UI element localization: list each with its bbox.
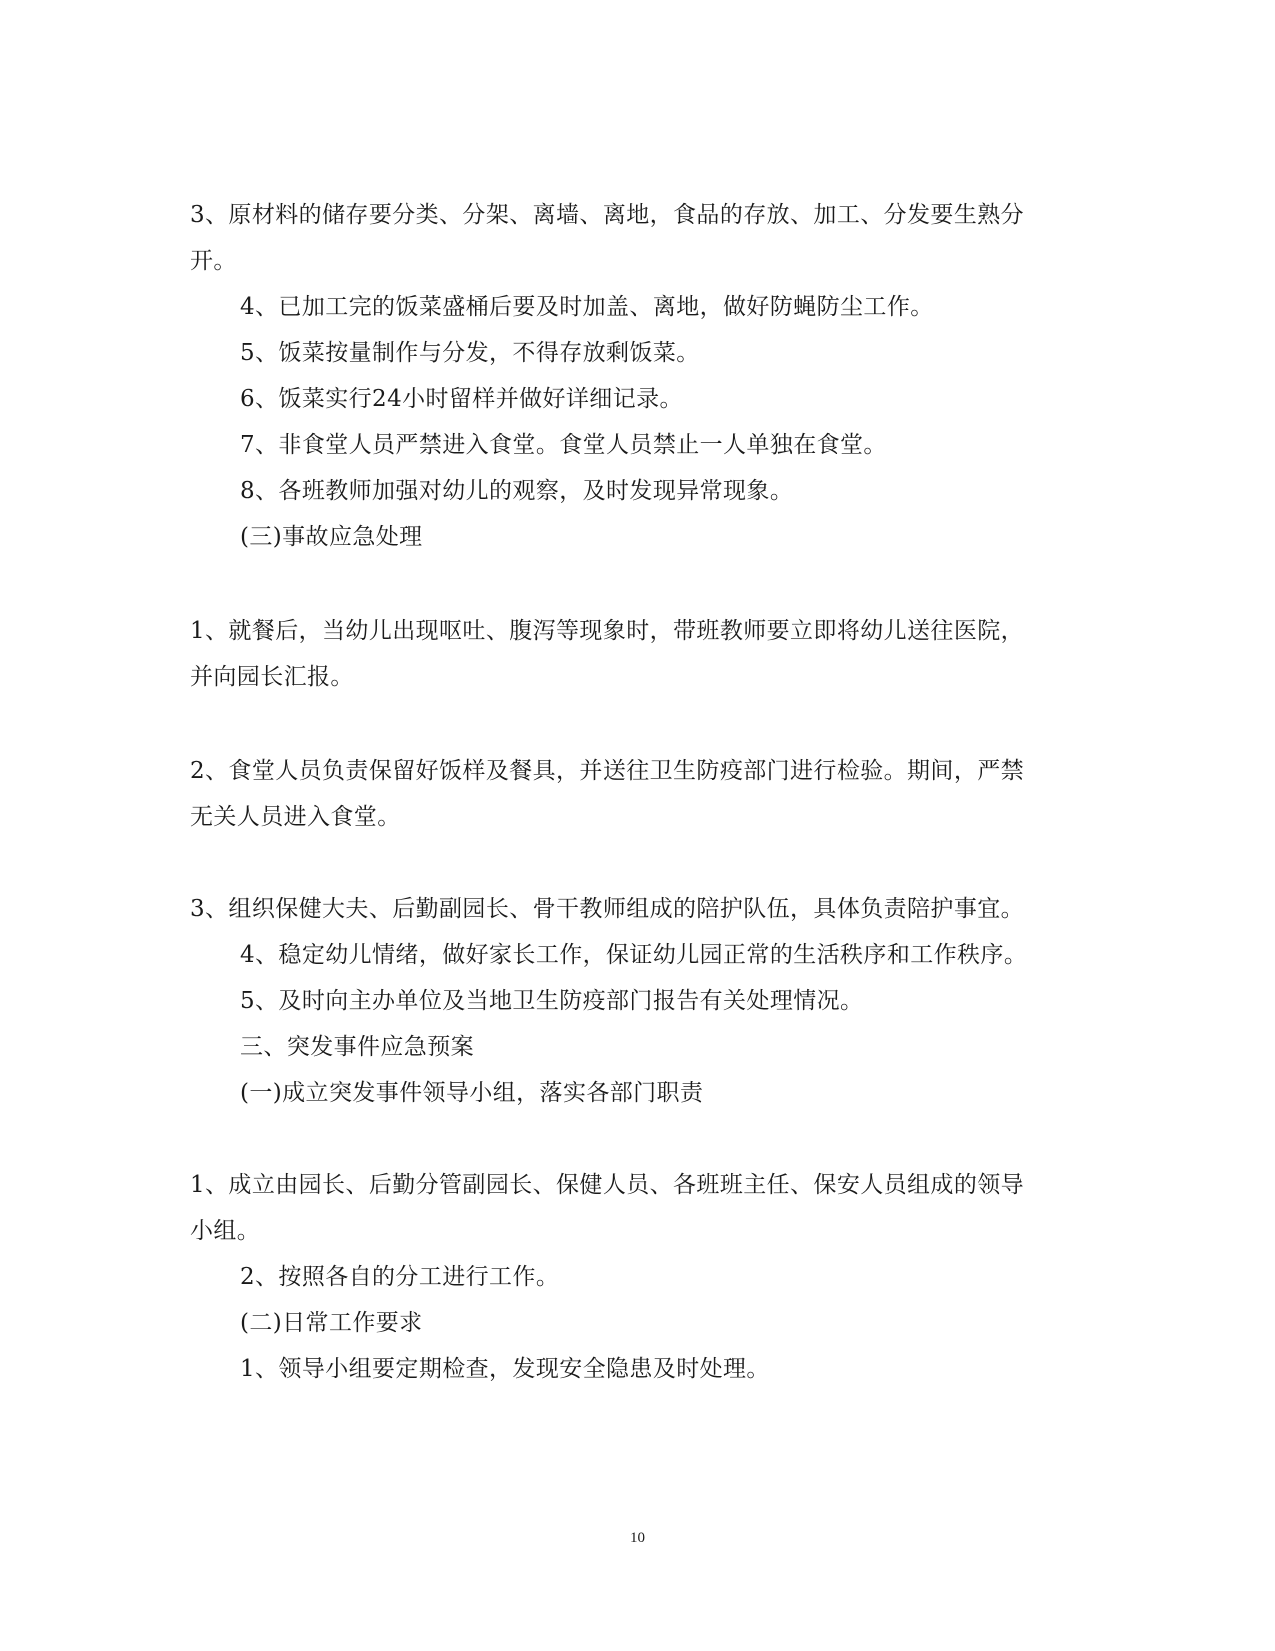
text-line: 5、及时向主办单位及当地卫生防疫部门报告有关处理情况。 bbox=[240, 988, 864, 1014]
text-line: 5、饭菜按量制作与分发，不得存放剩饭菜。 bbox=[240, 340, 700, 366]
text-line: 4、稳定幼儿情绪，做好家长工作，保证幼儿园正常的生活秩序和工作秩序。 bbox=[240, 942, 1028, 968]
section-heading: 三、突发事件应急预案 bbox=[240, 1034, 474, 1060]
text-line: 1、成立由园长、后勤分管副园长、保健人员、各班班主任、保安人员组成的领导 bbox=[190, 1172, 1025, 1198]
text-line: 并向园长汇报。 bbox=[190, 664, 354, 690]
text-line: 无关人员进入食堂。 bbox=[190, 804, 401, 830]
text-line: 3、原材料的储存要分类、分架、离墙、离地，食品的存放、加工、分发要生熟分 bbox=[190, 202, 1025, 228]
section-heading: (三)事故应急处理 bbox=[240, 524, 423, 550]
text-line: 1、就餐后，当幼儿出现呕吐、腹泻等现象时，带班教师要立即将幼儿送往医院， bbox=[190, 618, 1025, 644]
text-line: 8、各班教师加强对幼儿的观察，及时发现异常现象。 bbox=[240, 478, 794, 504]
text-line: 7、非食堂人员严禁进入食堂。食堂人员禁止一人单独在食堂。 bbox=[240, 432, 887, 458]
text-line: 1、领导小组要定期检查，发现安全隐患及时处理。 bbox=[240, 1356, 770, 1382]
text-line: 2、食堂人员负责保留好饭样及餐具，并送往卫生防疫部门进行检验。期间，严禁 bbox=[190, 758, 1025, 784]
section-heading: (二)日常工作要求 bbox=[240, 1310, 423, 1336]
text-line: 6、饭菜实行24小时留样并做好详细记录。 bbox=[240, 386, 683, 412]
text-line: 4、已加工完的饭菜盛桶后要及时加盖、离地，做好防蝇防尘工作。 bbox=[240, 294, 934, 320]
section-heading: (一)成立突发事件领导小组，落实各部门职责 bbox=[240, 1080, 704, 1106]
text-line: 小组。 bbox=[190, 1218, 261, 1244]
page-number: 10 bbox=[630, 1530, 645, 1546]
text-line: 2、按照各自的分工进行工作。 bbox=[240, 1264, 560, 1290]
text-line: 开。 bbox=[190, 248, 237, 274]
text-line: 3、组织保健大夫、后勤副园长、骨干教师组成的陪护队伍，具体负责陪护事宜。 bbox=[190, 896, 1025, 922]
